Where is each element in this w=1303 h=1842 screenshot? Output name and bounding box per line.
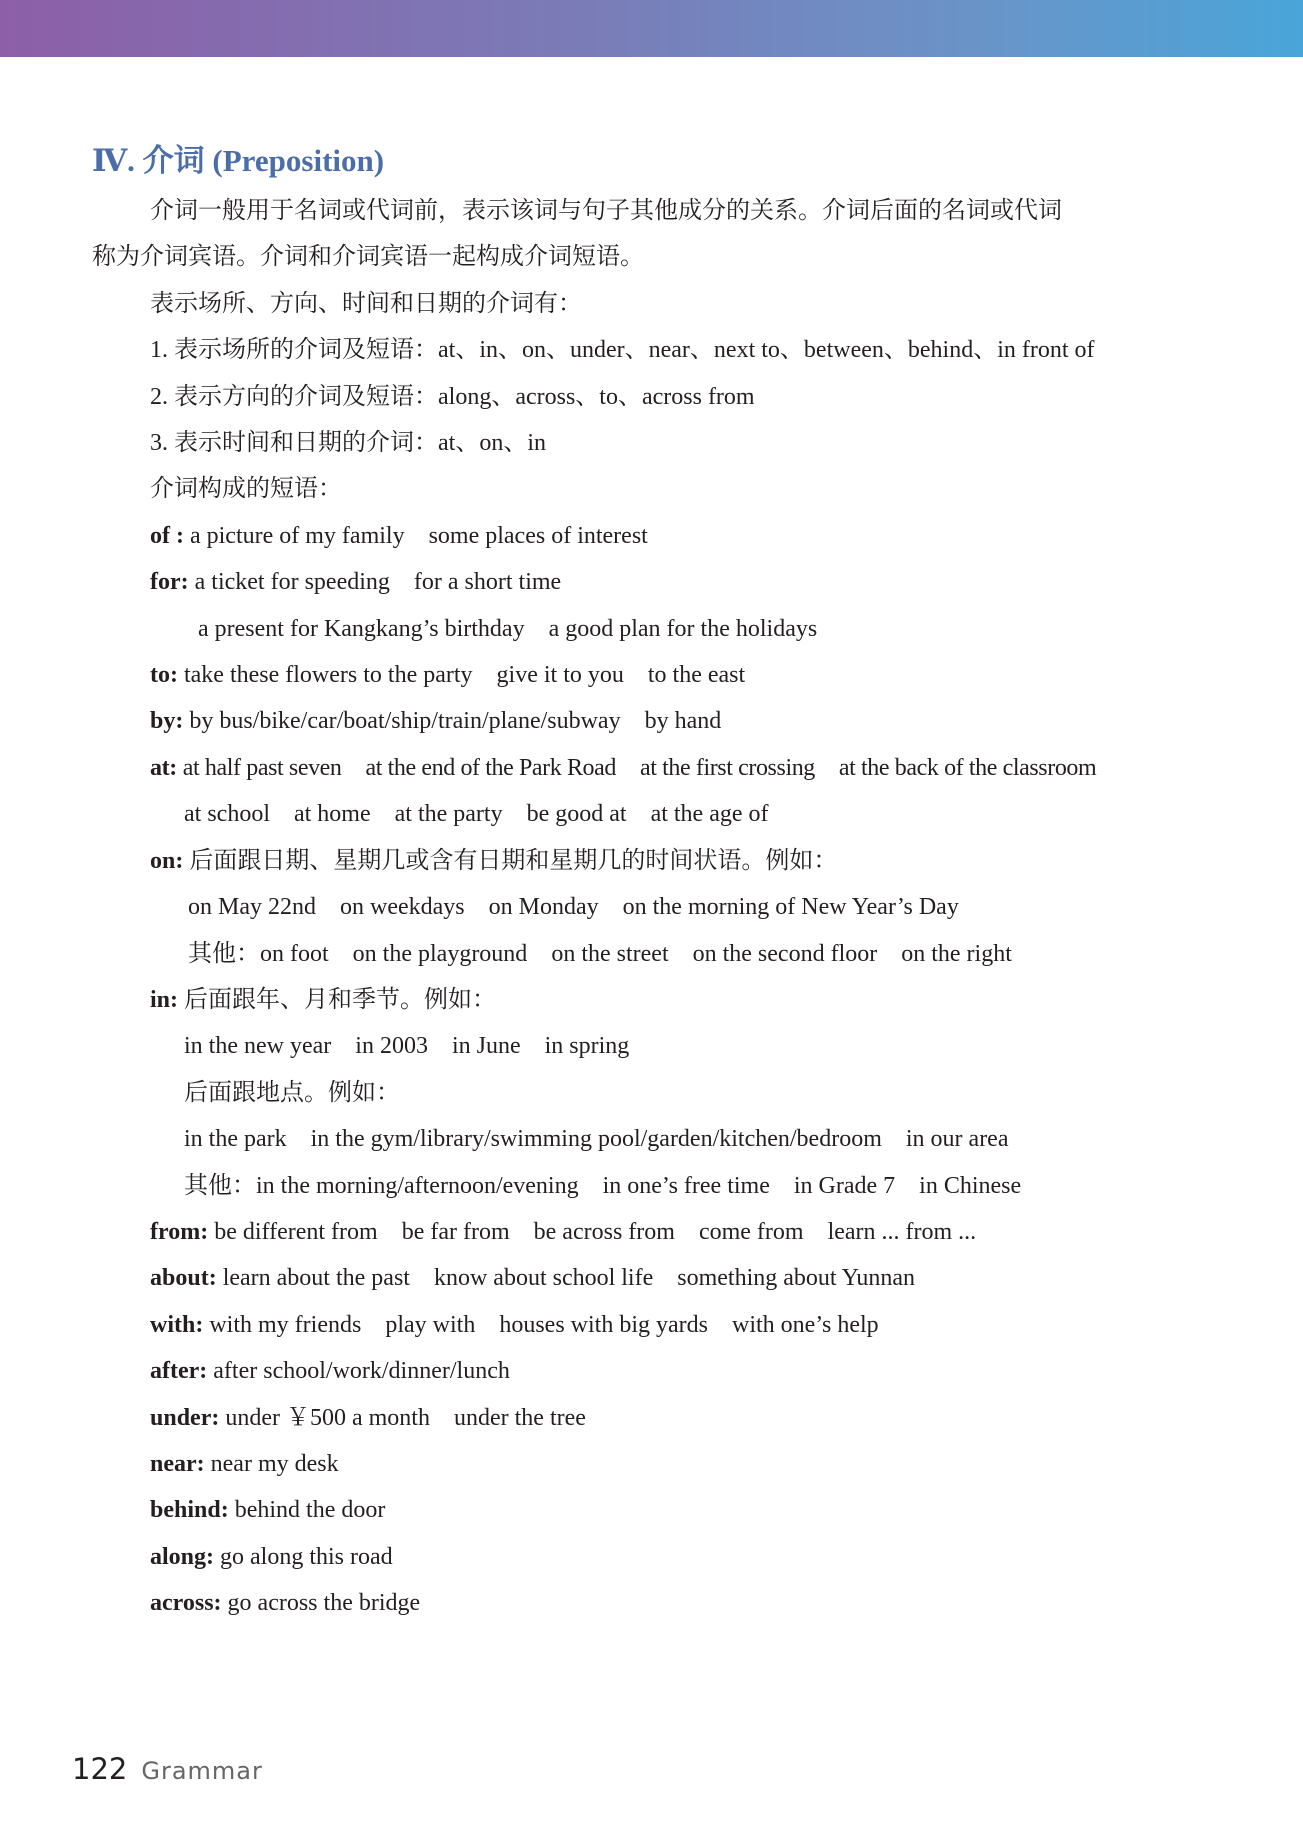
phrase: on the morning of New Year’s Day: [622, 894, 959, 921]
keyword: across:: [150, 1590, 222, 1617]
entry-along: [92, 1534, 1202, 1580]
entry-to: [92, 652, 1202, 698]
keyword: by:: [150, 708, 184, 735]
phrase: on the playground: [352, 940, 528, 967]
phrase: at the first crossing: [640, 754, 815, 781]
phrase: in our area: [905, 1126, 1009, 1153]
phrase: at half past seven: [182, 754, 342, 781]
phrase: a ticket for speeding: [194, 569, 390, 596]
entry-in-others: [92, 1163, 1202, 1209]
phrase: on the right: [901, 940, 1012, 967]
entry-after: [92, 1348, 1202, 1394]
intro-paragraph-line2: 称为介词宾语。介词和介词宾语一起构成介词短语。: [92, 244, 644, 271]
entry-about: [92, 1255, 1202, 1301]
phrase: go along this road: [220, 1543, 393, 1570]
phrase: at the party: [394, 801, 503, 828]
keyword: about:: [150, 1265, 217, 1292]
keyword: in:: [150, 986, 179, 1013]
keyword: on:: [150, 847, 184, 874]
entry-with: [92, 1302, 1202, 1348]
phrase: be different from: [214, 1218, 378, 1245]
keyword: for:: [150, 569, 189, 596]
phrase: with one’s help: [731, 1311, 879, 1338]
phrase: under the tree: [453, 1404, 586, 1431]
phrase: by hand: [644, 708, 722, 735]
entry-across: [92, 1580, 1202, 1626]
phrase: be far from: [401, 1218, 510, 1245]
phrase: a good plan for the holidays: [548, 615, 818, 642]
phrase: a picture of my family: [189, 522, 405, 549]
phrase: at the back of the classroom: [838, 754, 1097, 781]
keyword: after:: [150, 1358, 208, 1385]
intro-paragraph-line1: 介词一般用于名词或代词前，表示该词与句子其他成分的关系。介词后面的名词或代词: [150, 198, 1062, 224]
phrase: in Grade 7: [793, 1172, 896, 1199]
entry-on: [92, 838, 1202, 884]
header-gradient-band: [0, 0, 1303, 57]
page-number: 122: [72, 1752, 128, 1786]
phrase: be across from: [533, 1218, 675, 1245]
phrase: at the end of the Park Road: [365, 754, 617, 781]
phrase: in the new year: [184, 1033, 332, 1060]
phrase: in one’s free time: [602, 1172, 770, 1199]
phrase: in the morning/afternoon/evening: [256, 1172, 579, 1199]
phrase: in June: [451, 1033, 521, 1060]
others-label: 其他：: [188, 940, 260, 967]
footer-section-name: Grammar: [141, 1757, 263, 1785]
keyword: behind:: [150, 1497, 229, 1524]
entry-by: [92, 698, 1202, 744]
phrase: some places of interest: [428, 522, 648, 549]
entry-in-note2: 后面跟地点。例如：: [184, 1079, 400, 1106]
keyword: along:: [150, 1543, 215, 1570]
phrase: play with: [385, 1311, 476, 1338]
keyword: at:: [150, 754, 177, 781]
list-intro: 表示场所、方向、时间和日期的介词有：: [150, 290, 582, 317]
list-item-direction: 2. 表示方向的介词及短语：along、across、to、across from: [150, 383, 755, 410]
page-footer: [72, 1752, 263, 1786]
phrase: on the second floor: [692, 940, 878, 967]
phrase: in spring: [544, 1033, 630, 1060]
phrase: at the age of: [650, 801, 769, 828]
phrase: give it to you: [496, 662, 624, 689]
phrase: in the gym/library/swimming pool/garden/kitchen/bedroom: [310, 1126, 882, 1153]
phrase: after school/work/dinner/lunch: [213, 1358, 510, 1385]
entry-from: [92, 1209, 1202, 1255]
phrase: houses with big yards: [499, 1311, 708, 1338]
keyword: near:: [150, 1450, 205, 1477]
phrase: near my desk: [210, 1450, 339, 1477]
phrase: behind the door: [234, 1497, 386, 1524]
phrase: under ￥500 a month: [225, 1404, 430, 1431]
phrase: something about Yunnan: [677, 1265, 915, 1292]
phrase: in 2003: [355, 1033, 428, 1060]
phrase: on the street: [551, 940, 669, 967]
entry-near: [92, 1441, 1202, 1487]
phrase: in the park: [184, 1126, 287, 1153]
page-content: [92, 138, 1202, 1627]
phrase: by bus/bike/car/boat/ship/train/plane/subway: [189, 708, 621, 735]
phrase: at home: [293, 801, 371, 828]
entry-in-examples: [92, 1023, 1202, 1069]
list-item-time: 3. 表示时间和日期的介词：at、on、in: [150, 430, 546, 457]
phrase: on May 22nd: [188, 894, 316, 921]
section-title: Ⅳ. 介词 (Preposition): [92, 143, 385, 178]
note: 后面跟日期、星期几或含有日期和星期几的时间状语。例如：: [189, 847, 838, 874]
keyword: of :: [150, 522, 184, 549]
others-label: 其他：: [184, 1172, 256, 1199]
entry-on-examples: [92, 884, 1202, 930]
keyword: under:: [150, 1404, 220, 1431]
phrase: go across the bridge: [227, 1590, 421, 1617]
phrase: learn ... from ...: [827, 1218, 977, 1245]
phrase: a present for Kangkang’s birthday: [198, 615, 525, 642]
phrase: on weekdays: [340, 894, 465, 921]
phrase: come from: [698, 1218, 804, 1245]
list-item-place: 1. 表示场所的介词及短语：at、in、on、under、near、next to、between、behind、in front of: [150, 337, 1095, 364]
entry-under: [92, 1395, 1202, 1441]
keyword: from:: [150, 1218, 209, 1245]
phrase: with my friends: [209, 1311, 362, 1338]
phrase: be good at: [526, 801, 627, 828]
keyword: to:: [150, 662, 178, 689]
phrase: know about school life: [433, 1265, 654, 1292]
entry-for: [92, 559, 1202, 605]
phrase: for a short time: [413, 569, 562, 596]
entry-behind: [92, 1487, 1202, 1533]
phrase: on foot: [260, 940, 329, 967]
entry-for-continued: [92, 606, 1202, 652]
phrase: to the east: [647, 662, 746, 689]
keyword: with:: [150, 1311, 204, 1338]
entry-at: [92, 745, 1202, 791]
note: 后面跟年、月和季节。例如：: [184, 986, 497, 1013]
entry-of: [92, 513, 1202, 559]
entry-in: [92, 977, 1202, 1023]
entry-in-examples2: [92, 1116, 1202, 1162]
phrases-intro: 介词构成的短语：: [150, 476, 342, 503]
phrase: at school: [184, 801, 270, 828]
entry-at-continued: [92, 791, 1202, 837]
phrase: in Chinese: [919, 1172, 1022, 1199]
phrase: learn about the past: [222, 1265, 410, 1292]
phrase: take these flowers to the party: [183, 662, 473, 689]
phrase: on Monday: [488, 894, 599, 921]
entry-on-others: [92, 931, 1202, 977]
